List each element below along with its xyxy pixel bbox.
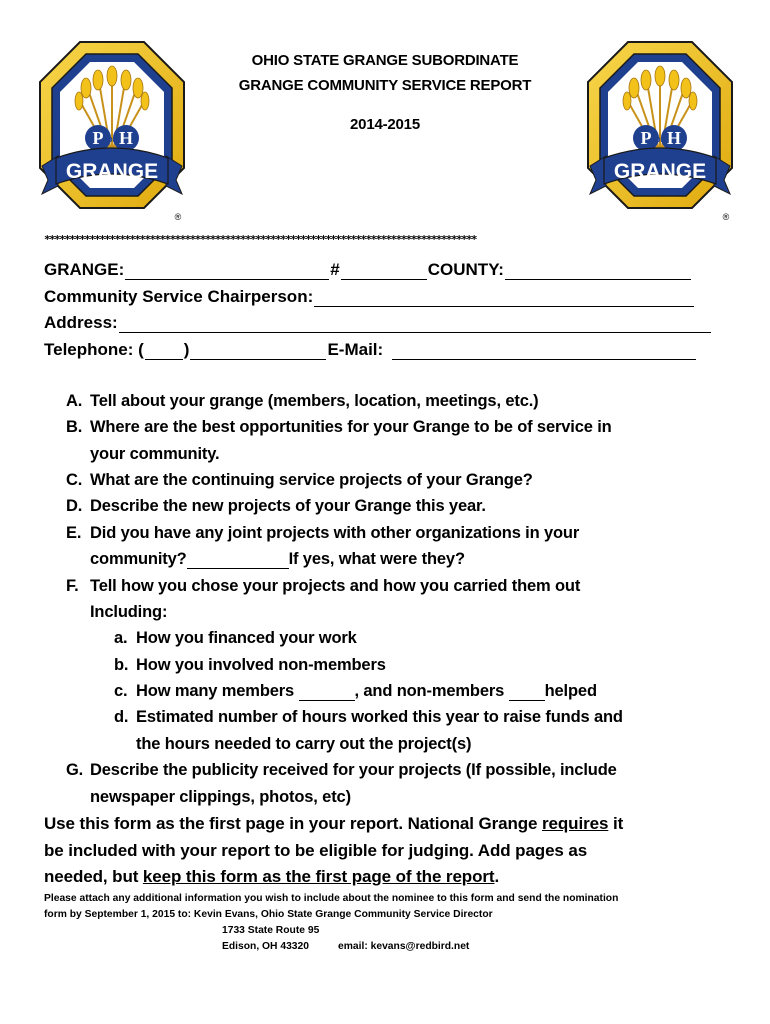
- telephone-close-paren: ): [183, 340, 190, 359]
- grange-label: GRANGE:: [44, 260, 125, 279]
- joint-projects-answer-field[interactable]: [187, 551, 289, 569]
- question-text: Did you have any joint projects with other organizations in your: [90, 524, 580, 542]
- area-code-field[interactable]: [145, 341, 183, 360]
- instructions-line3: [44, 867, 499, 887]
- question-text: Tell how you chose your projects and how you carried them out: [90, 577, 581, 595]
- star-separator: **************************************************************************************: [44, 233, 476, 246]
- subitem-mark: c.: [114, 682, 128, 700]
- footer-email: email: kevans@redbird.net: [338, 941, 470, 952]
- question-a: [66, 392, 539, 411]
- logo-monogram-h: H: [666, 128, 682, 148]
- question-e-continued: [90, 550, 465, 569]
- footer-line2: form by September 1, 2015 to: Kevin Evans, Ohio State Grange Community Service Director: [44, 909, 493, 920]
- question-mark: B.: [66, 418, 83, 436]
- logo-monogram-of: OF: [655, 137, 665, 144]
- footer-street: 1733 State Route 95: [222, 925, 320, 936]
- subitem-text: How you financed your work: [136, 629, 357, 647]
- helped-text: helped: [544, 682, 597, 700]
- subitem-d-continued: the hours needed to carry out the project(s): [136, 735, 472, 753]
- question-b-continued: your community.: [90, 445, 220, 463]
- question-c: [66, 471, 533, 490]
- subitem-mark: b.: [114, 656, 129, 674]
- requires-emphasis: requires: [542, 814, 609, 833]
- grange-logo-left: [36, 38, 188, 224]
- report-title-line1: OHIO STATE GRANGE SUBORDINATE: [251, 52, 519, 69]
- subitem-text: How you involved non-members: [136, 656, 386, 674]
- members-prompt: How many members: [136, 682, 299, 700]
- email-label: E-Mail:: [327, 340, 384, 359]
- number-label: #: [330, 260, 340, 279]
- grange-logo-right: [584, 38, 736, 224]
- subitem-text: Estimated number of hours worked this year to raise funds and: [136, 708, 623, 726]
- subitem-b: [114, 656, 386, 675]
- question-text: What are the continuing service projects of your Grange?: [90, 471, 533, 489]
- question-mark: A.: [66, 392, 83, 410]
- question-mark: G.: [66, 761, 84, 779]
- logo-monogram-p: P: [640, 128, 652, 148]
- telephone-label: Telephone: (: [44, 340, 144, 359]
- subitem-d: [114, 708, 623, 727]
- question-text: Describe the new projects of your Grange this year.: [90, 497, 486, 515]
- instructions-line2: be included with your report to be eligible for judging. Add pages as: [44, 841, 588, 860]
- question-text: Where are the best opportunities for your Grange to be of service in: [90, 418, 612, 436]
- non-members-count-field[interactable]: [509, 683, 545, 701]
- subitem-mark: a.: [114, 629, 128, 647]
- question-mark: C.: [66, 471, 83, 489]
- subitem-mark: d.: [114, 708, 129, 726]
- address-label: Address:: [44, 313, 118, 332]
- grange-number-field[interactable]: [341, 261, 427, 280]
- report-year: 2014-2015: [350, 116, 420, 133]
- question-mark: F.: [66, 577, 79, 595]
- question-f: [66, 577, 580, 596]
- telephone-field[interactable]: [190, 341, 326, 360]
- logo-banner-text: GRANGE: [613, 160, 707, 183]
- question-b: [66, 418, 612, 437]
- address-row: [44, 311, 712, 333]
- footer-city: Edison, OH 43320: [222, 941, 309, 952]
- joint-projects-followup: If yes, what were they?: [288, 550, 465, 568]
- question-e: [66, 524, 579, 543]
- question-g: [66, 761, 617, 780]
- logo-registered-mark: ®: [722, 212, 730, 222]
- joint-projects-prompt: community?: [90, 550, 187, 568]
- question-f-continued: Including:: [90, 603, 168, 621]
- chairperson-row: [44, 285, 695, 307]
- address-field[interactable]: [119, 314, 711, 333]
- logo-monogram-of: OF: [107, 137, 117, 144]
- logo-registered-mark: ®: [174, 212, 182, 222]
- logo-banner-text: GRANGE: [65, 160, 159, 183]
- question-text: Tell about your grange (members, location, meetings, etc.): [90, 392, 539, 410]
- instructions-text: it: [608, 814, 624, 833]
- report-title-line2: GRANGE COMMUNITY SERVICE REPORT: [238, 77, 532, 94]
- instructions-text: needed, but: [44, 867, 143, 886]
- county-field[interactable]: [505, 261, 691, 280]
- first-page-emphasis: keep this form as the first page of the report: [142, 867, 495, 886]
- chairperson-field[interactable]: [314, 288, 694, 307]
- non-members-prompt: , and non-members: [354, 682, 509, 700]
- county-label: COUNTY:: [427, 260, 504, 279]
- question-mark: D.: [66, 497, 83, 515]
- subitem-c: [114, 682, 597, 701]
- members-count-field[interactable]: [299, 683, 355, 701]
- instructions-text: .: [494, 867, 500, 886]
- chairperson-label: Community Service Chairperson:: [44, 287, 314, 306]
- question-g-continued: newspaper clippings, photos, etc): [90, 788, 351, 806]
- subitem-a: [114, 629, 357, 648]
- question-mark: E.: [66, 524, 82, 542]
- instructions-line1: [44, 814, 623, 834]
- footer-line1: Please attach any additional information you wish to include about the nominee to this form and send the nomination: [44, 893, 619, 904]
- logo-monogram-p: P: [92, 128, 104, 148]
- grange-row: [44, 258, 692, 280]
- question-d: [66, 497, 486, 516]
- grange-name-field[interactable]: [125, 261, 329, 280]
- instructions-text: Use this form as the first page in your report. National Grange: [44, 814, 543, 833]
- telephone-row: [44, 338, 697, 360]
- question-text: Describe the publicity received for your projects (If possible, include: [90, 761, 617, 779]
- email-field[interactable]: [392, 341, 696, 360]
- logo-monogram-h: H: [118, 128, 134, 148]
